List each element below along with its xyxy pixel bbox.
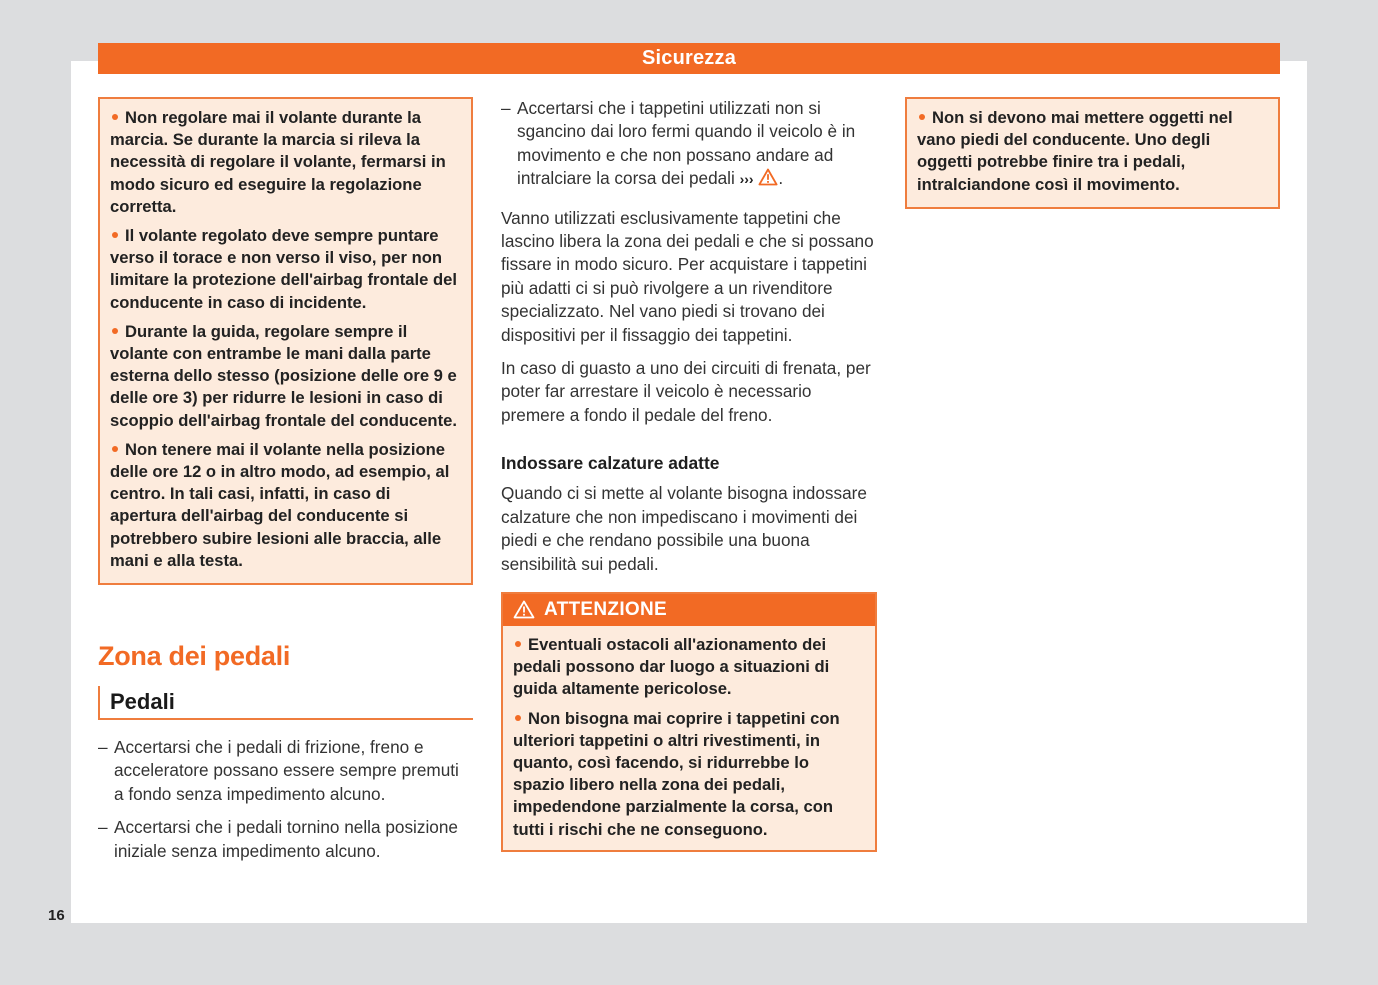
attention-header bbox=[503, 594, 875, 626]
attention-title: ATTENZIONE bbox=[544, 598, 667, 620]
middle-column bbox=[501, 97, 877, 852]
list-item: – Accertarsi che i pedali di frizione, freno e acceleratore possano essere sempre premuti a fondo senza impedimento alcuno. bbox=[98, 736, 473, 806]
left-column bbox=[98, 97, 473, 873]
subsection-title: Pedali bbox=[98, 686, 473, 720]
bullet-icon bbox=[919, 114, 925, 120]
warning-box-steering bbox=[98, 97, 473, 585]
bullet-icon bbox=[515, 641, 521, 647]
paragraph: Quando ci si mette al volante bisogna indossare calzature che non impediscano i movimenti dei piedi e che rendano possibile una buona sensibilità sui pedali. bbox=[501, 483, 867, 574]
warning-item: Non si devono mai mettere oggetti nel vano piedi del conducente. Uno degli oggetti potrebbe finire tra i pedali, intralciandone così il movimento. bbox=[917, 108, 1233, 194]
warning-triangle-icon bbox=[513, 600, 535, 619]
bullet-icon bbox=[112, 446, 118, 452]
bullet-icon bbox=[112, 114, 118, 120]
warning-item: Eventuali ostacoli all'azionamento dei pedali possono dar luogo a situazioni di guida altamente pericolose. bbox=[513, 634, 830, 699]
attention-body bbox=[503, 626, 875, 850]
chapter-header-bar bbox=[98, 43, 1280, 74]
list-item: – Accertarsi che i pedali tornino nella posizione iniziale senza impedimento alcuno. bbox=[98, 816, 473, 863]
warning-item: Non bisogna mai coprire i tappetini con ulteriori tappetini o altri rivestimenti, in quanto, così facendo, si ridurrebbe lo spazio libero nella zona dei pedali, impedendone parzialmente la corsa, con tutti i rischi che ne conseguono. bbox=[513, 708, 840, 839]
bullet-icon bbox=[515, 715, 521, 721]
list-item: – Accertarsi che i tappetini utilizzati non si sgancino dai loro fermi quando il veicolo è in movimento e che non possano andare ad intralciare la corsa dei pedali ››› . bbox=[501, 97, 877, 193]
paragraph: Vanno utilizzati esclusivamente tappetini che lascino libera la zona dei pedali e che si possano fissare in modo sicuro. Per acquistare i tappetini più adatti ci si può rivolgere a un rivenditore specializzato. Nel vano piedi si trovano dei dispositivi per il fissaggio dei tappetini. bbox=[501, 207, 874, 345]
subheading: Indossare calzature adatte bbox=[501, 453, 720, 474]
section-title: Zona dei pedali bbox=[98, 641, 291, 672]
bullet-icon bbox=[112, 328, 118, 334]
page-number: 16 bbox=[48, 907, 65, 924]
bullet-icon bbox=[112, 232, 118, 238]
warning-item: Non regolare mai il volante durante la marcia. Se durante la marcia si rileva la necessità di regolare il volante, fermarsi in modo sicuro ed eseguire la regolazione corretta. bbox=[110, 108, 446, 216]
warning-box-footwell bbox=[905, 97, 1280, 209]
mats-checklist bbox=[501, 97, 877, 193]
warning-item: Durante la guida, regolare sempre il volante con entrambe le mani dalla parte esterna dello stesso (posizione delle ore 9 e delle ore 3) per ridurre le lesioni in caso di scoppio dell'airbag frontale del conducente. bbox=[110, 321, 457, 430]
attention-box bbox=[501, 592, 877, 852]
pedals-checklist bbox=[98, 736, 473, 863]
warning-item: Il volante regolato deve sempre puntare verso il torace e non verso il viso, per non limitare la protezione dell'airbag frontale del conducente in caso di incidente. bbox=[110, 226, 457, 312]
cross-reference-link[interactable]: ››› bbox=[739, 171, 754, 188]
chapter-title: Sicurezza bbox=[641, 47, 737, 69]
warning-item: Non tenere mai il volante nella posizione delle ore 12 o in altro modo, ad esempio, al centro. In tali casi, infatti, in caso di apertura dell'airbag del conducente si potrebbero subire lesioni alle braccia, alle mani e alla testa. bbox=[110, 439, 450, 570]
right-column bbox=[905, 97, 1280, 209]
list-item-text: Accertarsi che i tappetini utilizzati non si sgancino dai loro fermi quando il veicolo è in movimento e che non possano andare ad intralciare la corsa dei pedali bbox=[517, 98, 856, 189]
paragraph: In caso di guasto a uno dei circuiti di frenata, per poter far arrestare il veicolo è necessario premere a fondo il pedale del freno. bbox=[501, 358, 871, 425]
warning-triangle-icon[interactable] bbox=[758, 168, 778, 192]
